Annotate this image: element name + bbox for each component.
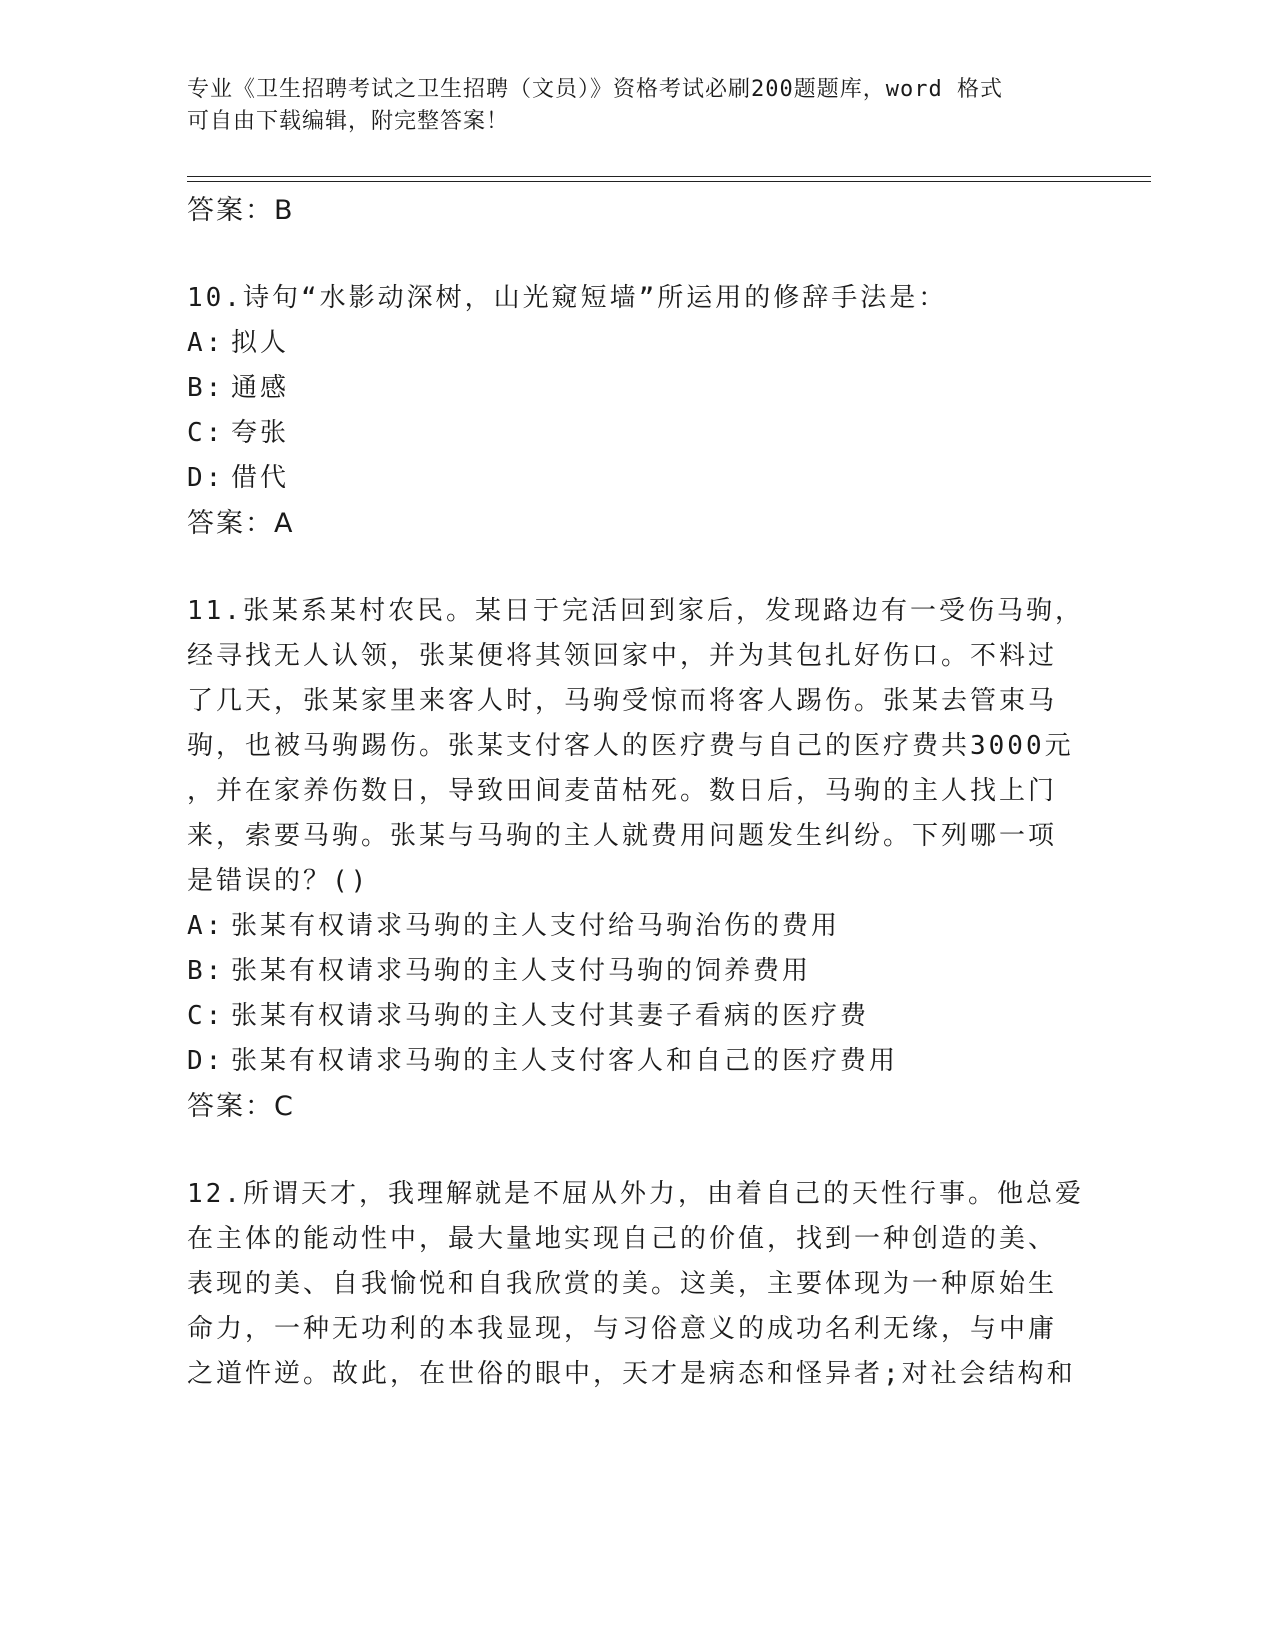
answer-line: 答案：A (187, 508, 295, 539)
option-d (187, 1039, 1087, 1084)
question-stem-line: 之道忤逆。故此，在世俗的眼中，天才是病态和怪异者;对社会结构和 (187, 1359, 1076, 1389)
option-label: C: (187, 1001, 225, 1031)
option-text: 通感 (231, 373, 290, 403)
option-c (187, 994, 1087, 1039)
option-label: D: (187, 463, 225, 493)
question-11 (187, 589, 1087, 1130)
option-label: C: (187, 418, 225, 448)
option-label: A: (187, 911, 225, 941)
option-label: D: (187, 1046, 225, 1076)
option-text: 张某有权请求马驹的主人支付其妻子看病的医疗费 (231, 1001, 870, 1031)
document-header (187, 74, 1087, 138)
question-stem-line: 是错误的？() (187, 866, 370, 896)
option-text: 夸张 (231, 418, 290, 448)
question-stem: 10.诗句“水影动深树，山光窥短墙”所运用的修辞手法是： (187, 283, 948, 313)
option-d (187, 456, 1087, 501)
option-text: 张某有权请求马驹的主人支付客人和自己的医疗费用 (231, 1046, 899, 1076)
option-b (187, 366, 1087, 411)
option-a (187, 904, 1087, 949)
question-stem-line: 了几天，张某家里来客人时，马驹受惊而将客人踢伤。张某去管束马 (187, 686, 1058, 716)
question-stem-line: 表现的美、自我愉悦和自我欣赏的美。这美，主要体现为一种原始生 (187, 1269, 1058, 1299)
question-stem-line: 命力，一种无功利的本我显现，与习俗意义的成功名利无缘，与中庸 (187, 1314, 1058, 1344)
option-a (187, 321, 1087, 366)
option-label: A: (187, 328, 225, 358)
option-b (187, 949, 1087, 994)
option-text: 借代 (231, 463, 290, 493)
option-text: 张某有权请求马驹的主人支付马驹的饲养费用 (231, 956, 812, 986)
question-stem-line: 12.所谓天才，我理解就是不屈从外力，由着自己的天性行事。他总爱 (187, 1179, 1084, 1209)
option-text: 张某有权请求马驹的主人支付给马驹治伤的费用 (231, 911, 841, 941)
question-stem-line: 经寻找无人认领，张某便将其领回家中，并为其包扎好伤口。不料过 (187, 641, 1058, 671)
question-10 (187, 276, 1087, 547)
question-12 (187, 1172, 1087, 1397)
header-divider (187, 176, 1151, 182)
answer-line: 答案：B (187, 195, 295, 226)
option-text: 拟人 (231, 328, 290, 358)
question-stem-line: 11.张某系某村农民。某日于完活回到家后，发现路边有一受伤马驹， (187, 596, 1084, 626)
option-label: B: (187, 956, 225, 986)
question-stem-line: 在主体的能动性中，最大量地实现自己的价值，找到一种创造的美、 (187, 1224, 1058, 1254)
header-line-1: 专业《卫生招聘考试之卫生招聘（文员）》资格考试必刷200题题库，word 格式 (187, 77, 1003, 102)
option-label: B: (187, 373, 225, 403)
answer-line: 答案：C (187, 1091, 295, 1122)
document-body (187, 188, 1087, 1397)
question-stem-line: 来，索要马驹。张某与马驹的主人就费用问题发生纠纷。下列哪一项 (187, 821, 1058, 851)
header-line-2: 可自由下载编辑，附完整答案！ (187, 109, 510, 134)
option-c (187, 411, 1087, 456)
question-stem-line: ，并在家养伤数日，导致田间麦苗枯死。数日后，马驹的主人找上门 (187, 776, 1058, 806)
question-stem-line: 驹，也被马驹踢伤。张某支付客人的医疗费与自己的医疗费共3000元 (187, 731, 1074, 761)
